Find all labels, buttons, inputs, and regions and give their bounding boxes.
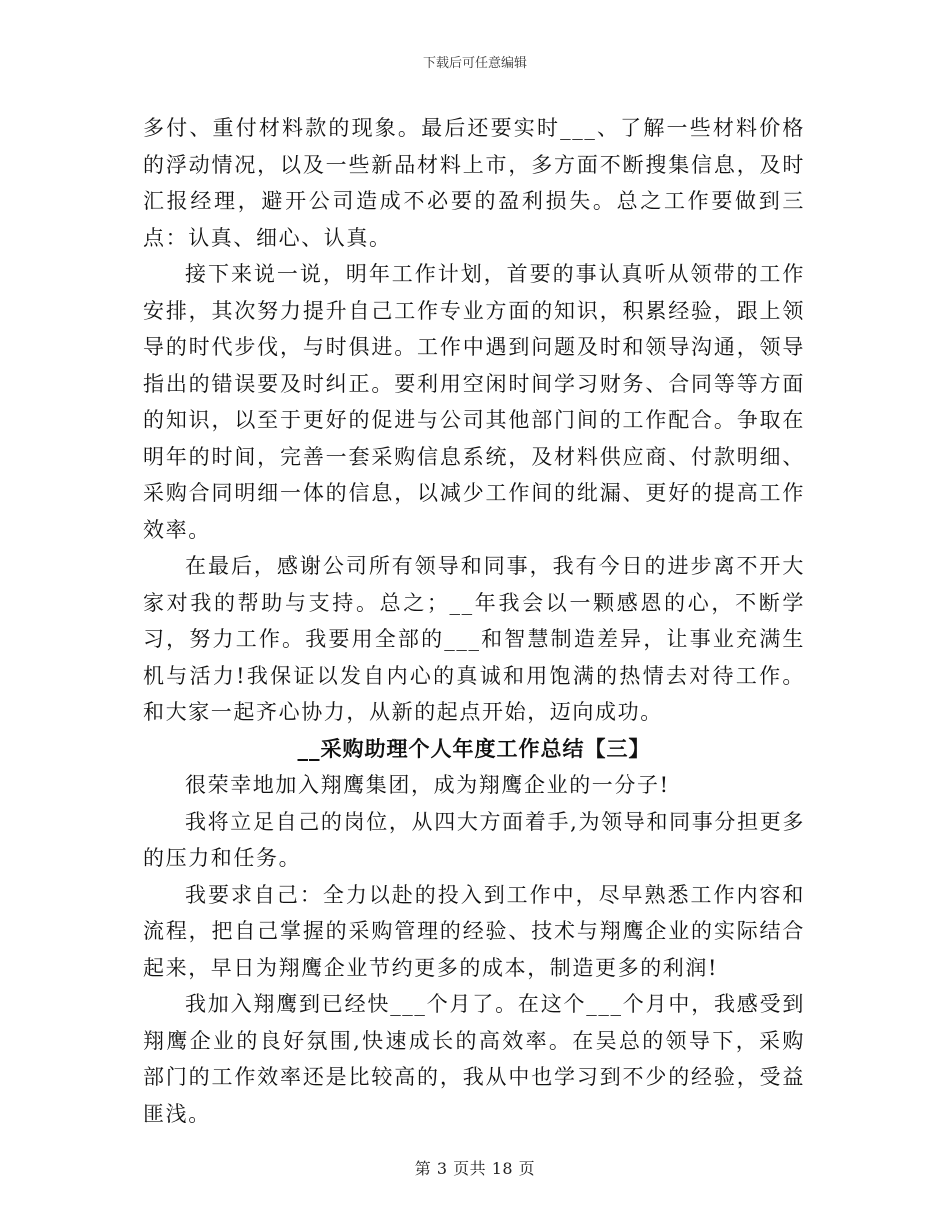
paragraph-join: 很荣幸地加入翔鹰集团，成为翔鹰企业的一分子! xyxy=(185,773,670,797)
document-body xyxy=(143,110,805,1132)
paragraph-next-year-plan: 接下来说一说，明年工作计划，首要的事认真听从领带的工作安排，其次努力提升自己工作专业方面的知识，积累经验，跟上领导的时代步伐，与时俱进。工作中遇到问题及时和领导沟通，领导指出的错误要及时纠正。要利用空闲时间学习财务、合同等等方面的知识，以至于更好的促进与公司其他部门间的工作配合。争取在明年的时间，完善一套采购信息系统，及材料供应商、付款明细、采购合同明细一体的信息，以减少工作间的纰漏、更好的提高工作效率。 xyxy=(143,262,805,542)
paragraph-self-requirement: 我要求自己：全力以赴的投入到工作中，尽早熟悉工作内容和流程，把自己掌握的采购管理的经验、技术与翔鹰企业的实际结合起来，早日为翔鹰企业节约更多的成本，制造更多的利润! xyxy=(143,882,805,980)
header-note: 下载后可任意编辑 xyxy=(422,56,527,71)
paragraph-experience: 我加入翔鹰到已经快___个月了。在这个___个月中，我感受到翔鹰企业的良好氛围,快速成长的高效率。在吴总的领导下，采购部门的工作效率还是比较高的，我从中也学习到不少的经验，受益匪浅。 xyxy=(143,992,805,1126)
paragraph-position: 我将立足自己的岗位，从四大方面着手,为领导和同事分担更多的压力和任务。 xyxy=(143,809,805,870)
paragraph-continuation: 多付、重付材料款的现象。最后还要实时___、了解一些材料价格的浮动情况，以及一些新品材料上市，多方面不断搜集信息，及时汇报经理，避开公司造成不必要的盈利损失。总之工作要做到三点：认真、细心、认真。 xyxy=(143,116,805,250)
page-number: 第 3 页共 18 页 xyxy=(414,1159,536,1178)
section-title: __采购助理个人年度工作总结【三】 xyxy=(297,735,651,761)
paragraph-thanks: 在最后，感谢公司所有领导和同事，我有今日的进步离不开大家对我的帮助与支持。总之；__年我会以一颗感恩的心，不断学习，努力工作。我要用全部的___和智慧制造差异，让事业充满生机与活力!我保证以发自内心的真诚和用饱满的热情去对待工作。和大家一起齐心协力，从新的起点开始，迈向成功。 xyxy=(143,554,805,724)
